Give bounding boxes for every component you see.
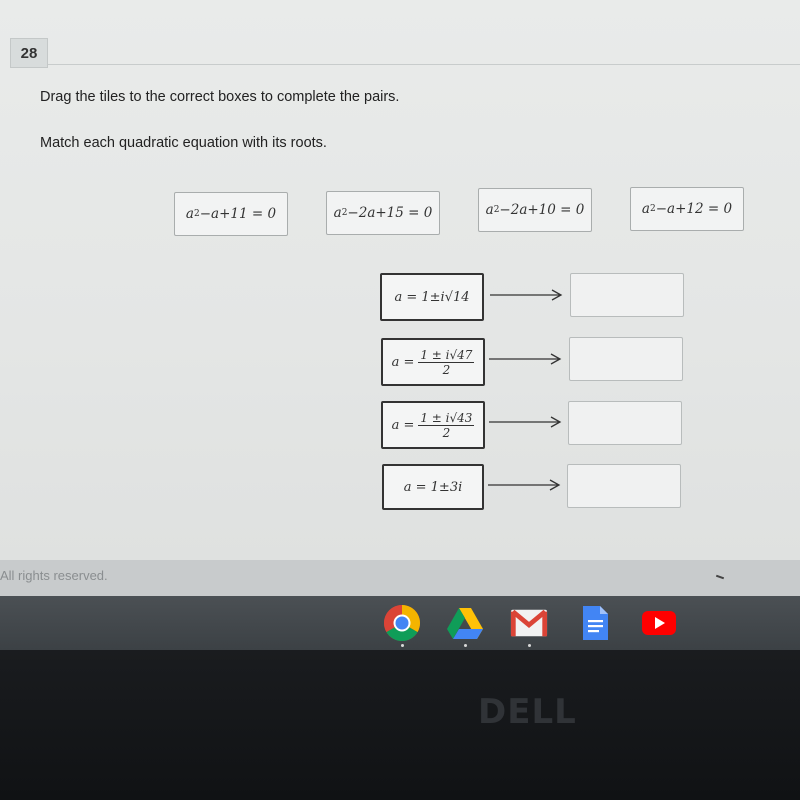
tile-var: a — [485, 202, 494, 218]
prompt-text: Match each quadratic equation with its roots. — [40, 135, 327, 151]
arrow-icon — [490, 289, 564, 301]
root-label-2 — [381, 338, 485, 386]
drop-box-2[interactable] — [569, 337, 683, 381]
root-lhs: a = — [391, 354, 415, 370]
tile-exponent: 2 — [493, 205, 500, 215]
question-number: 28 — [10, 38, 48, 68]
root-lhs: a = — [391, 417, 415, 433]
running-indicator — [401, 644, 404, 647]
root-fraction — [418, 348, 474, 377]
equation-tile-2[interactable] — [326, 191, 440, 235]
root-text: a = 1±3i — [403, 479, 463, 495]
fraction-numerator: 1 ± i√43 — [420, 410, 473, 425]
docs-icon[interactable] — [576, 604, 614, 642]
tile-var: a — [185, 206, 194, 222]
tile-exponent: 2 — [649, 204, 656, 214]
fraction-denominator: 2 — [442, 362, 451, 377]
root-label-1 — [380, 273, 484, 321]
tile-exponent: 2 — [341, 208, 348, 218]
copyright-text: All rights reserved. — [0, 568, 108, 583]
drive-icon[interactable] — [446, 604, 484, 642]
instruction-text: Drag the tiles to the correct boxes to complete the pairs. — [40, 89, 400, 105]
arrow-icon — [489, 416, 563, 428]
tile-rest: −2a+10 = 0 — [499, 202, 585, 218]
arrow-icon — [488, 479, 562, 491]
arrow-icon — [489, 353, 563, 365]
dell-logo: DELL — [478, 692, 577, 732]
fraction-denominator: 2 — [442, 425, 451, 440]
youtube-icon[interactable] — [640, 604, 678, 642]
root-text: a = 1±i√14 — [394, 289, 470, 305]
drop-box-1[interactable] — [570, 273, 684, 317]
root-label-4 — [382, 464, 484, 510]
monitor-bezel-lower — [0, 650, 800, 800]
drop-box-3[interactable] — [568, 401, 682, 445]
tile-var: a — [333, 205, 342, 221]
equation-tile-4[interactable] — [630, 187, 744, 231]
root-label-3 — [381, 401, 485, 449]
gmail-icon[interactable] — [510, 604, 548, 642]
fraction-numerator: 1 ± i√47 — [420, 347, 473, 362]
cursor-mark — [716, 575, 724, 580]
root-fraction — [418, 411, 474, 440]
chrome-icon[interactable] — [383, 604, 421, 642]
divider — [48, 64, 800, 65]
running-indicator — [528, 644, 531, 647]
tile-var: a — [641, 201, 650, 217]
tile-rest: −a+11 = 0 — [199, 206, 277, 222]
drop-box-4[interactable] — [567, 464, 681, 508]
equation-tile-1[interactable] — [174, 192, 288, 236]
tile-rest: −a+12 = 0 — [655, 201, 733, 217]
tile-rest: −2a+15 = 0 — [347, 205, 433, 221]
equation-tile-3[interactable] — [478, 188, 592, 232]
running-indicator — [464, 644, 467, 647]
tile-exponent: 2 — [193, 209, 200, 219]
